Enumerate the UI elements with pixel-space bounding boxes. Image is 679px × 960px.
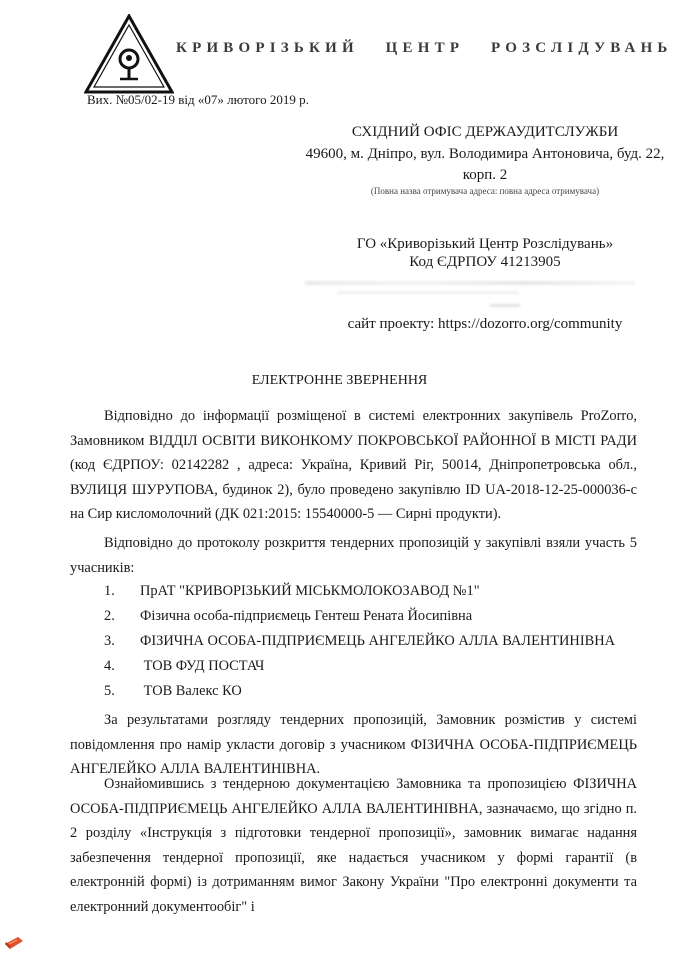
paragraph-text: Відповідно до протоколу розкриття тендерних пропозицій у закупівлі взяли участь 5 учасників: [70,535,637,576]
list-item-number: 4. [104,658,115,674]
recipient-name: СХІДНИЙ ОФІС ДЕРЖАУДИТСЛУЖБИ [351,124,619,140]
paragraph-procurement-info [70,404,637,527]
list-item-text: ПрАТ "КРИВОРІЗЬКИЙ МІСЬКМОЛОКОЗАВОД №1" [140,583,480,599]
paragraph-text: Відповідно до інформації розміщеної в системі електронних закупівель ProZorro, Замовником ВІДДІЛ ОСВІТИ ВИКОНКОМУ ПОКРОВСЬКОЇ РАЙОННОЇ В МІСТІ РАДИ (код ЄДРПОУ: 02142282 , адреса: Україна, Кривий Ріг, 50014, Дніпропетровська обл., ВУЛИЦЯ ШУРУПОВА, будинок 2), було проведено закупівлю ID UA-2018-12-25-000036-c на Сир кисломолочний (ДК 021:2015: 15540000-5 — Сирні продукти). [70,408,637,522]
list-item [104,683,242,700]
paragraph-text: За результатами розгляду тендерних пропозицій, Замовник розмістив у системі повідомлення про намір укласти договір з учасником ФІЗИЧНА ОСОБА-ПІДПРИЄМЕЦЬ АНГЕЛЕЙКО АЛЛА ВАЛЕНТИНІВНА. [70,712,637,777]
list-item-text: ФІЗИЧНА ОСОБА-ПІДПРИЄМЕЦЬ АНГЕЛЕЙКО АЛЛА ВАЛЕНТИНІВНА [140,633,616,649]
list-item [104,608,472,625]
list-item-text: Фізична особа-підприємець Гентеш Рената Йосипівна [140,608,473,624]
organization-name: КРИВОРІЗЬКИЙ ЦЕНТР РОЗСЛІДУВАНЬ [176,40,673,56]
list-item-number: 3. [104,633,115,649]
list-item-number: 1. [104,583,115,599]
triangle-eye-icon [84,14,174,94]
list-item [104,633,615,650]
list-item [104,583,480,600]
redacted-text [490,304,520,307]
recipient-address-line2: корп. 2 [462,167,508,183]
list-item-number: 5. [104,683,115,699]
paragraph-text: Ознайомившись з тендерною документацією Замовника та пропозицією ФІЗИЧНА ОСОБА-ПІДПРИЄМЕЦЬ АНГЕЛЕЙКО АЛЛА ВАЛЕНТИНІВНА, зазначаємо, що згідно п. 2 розділу «Інструкція з підготовки тендерної пропозиції», замовник вимагає надання забезпечення тендерної пропозиції, яке надається учасником у формі гарантії (в електронній формі) із дотриманням вимог Закону України "Про електронні документи та електронний документообіг" і [70,776,637,915]
redacted-text [305,281,635,285]
document-title: ЕЛЕКТРОННЕ ЗВЕРНЕННЯ [251,373,428,388]
paragraph-participants-intro [70,531,637,580]
list-item-number: 2. [104,608,115,624]
recipient-note: (Повна назва отримувача адреса: повна адреса отримувача) [370,186,600,196]
outgoing-reference: Вих. №05/02-19 від «07» лютого 2019 р. [87,92,309,107]
sender-name: ГО «Криворізький Центр Розслідувань» [356,236,614,252]
paragraph-review [70,772,637,919]
stamp-icon [2,936,24,950]
list-item [104,658,264,675]
redacted-text [338,291,518,294]
sender-code: Код ЄДРПОУ 41213905 [409,254,561,270]
paragraph-results [70,708,637,782]
list-item-text: ТОВ Валекс КО [140,683,242,699]
recipient-address-line1: 49600, м. Дніпро, вул. Володимира Антоновича, буд. 22, [305,146,665,162]
list-item-text: ТОВ ФУД ПОСТАЧ [140,658,265,674]
sender-site: сайт проекту: https://dozorro.org/community [347,316,623,332]
